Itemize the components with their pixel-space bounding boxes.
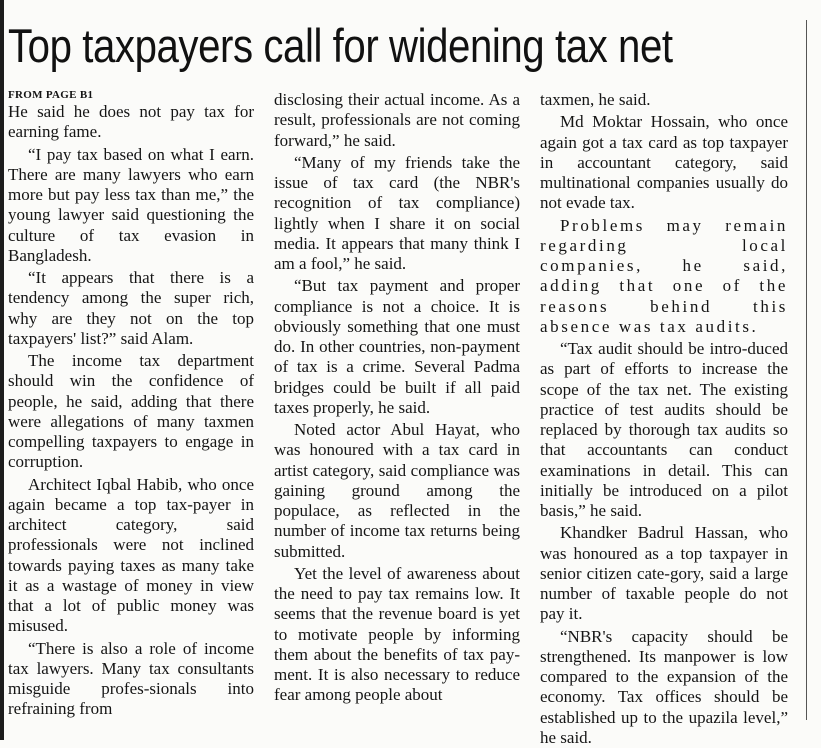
paragraph: Yet the level of awareness about the need to pay tax remains low. It seems that the revenue board is yet to motivate people by informing them about the benefits of tax pay-ment. It is also necessary to reduce fear among people about — [274, 564, 520, 706]
paragraph: The income tax department should win the confidence of people, he said, adding that there were allegations of many taxmen compelling taxpayers to engage in corruption. — [8, 351, 254, 473]
paragraph: Noted actor Abul Hayat, who was honoured with a tax card in artist category, said compliance was gaining ground among the populace, as reflected in the number of income tax returns being submitted. — [274, 420, 520, 562]
paragraph: He said he does not pay tax for earning fame. — [8, 102, 254, 143]
article-column-3 — [540, 90, 788, 748]
paragraph: disclosing their actual income. As a result, professionals are not coming forward,” he said. — [274, 90, 520, 151]
paragraph: Architect Iqbal Habib, who once again became a top tax-payer in architect category, said professionals were not inclined towards paying taxes as many take it as a wastage of money in view that a lot of public money was misused. — [8, 475, 254, 637]
article-column-2 — [274, 90, 520, 706]
paragraph: “There is also a role of income tax lawyers. Many tax consultants misguide profes-sionals into refraining from — [8, 639, 254, 720]
paragraph: “It appears that there is a tendency among the super rich, why are they not on the top taxpayers' list?” said Alam. — [8, 268, 254, 349]
article-column-1 — [8, 102, 254, 720]
paragraph: “Many of my friends take the issue of tax card (the NBR's recognition of tax compliance) lightly when I share it on social media. It appears that many think I am a fool,” he said. — [274, 153, 520, 275]
paragraph: Md Moktar Hossain, who once again got a tax card as top taxpayer in accountant category, said multinational companies usually do not evade tax. — [540, 112, 788, 213]
paragraph: Problems may remain regarding local companies, he said, adding that one of the reasons behind this absence was tax audits. — [540, 216, 788, 338]
dateline: FROM PAGE B1 — [8, 88, 93, 102]
paragraph: “NBR's capacity should be strengthened. Its manpower is low compared to the expansion of the economy. Tax offices should be established up to the upazila level,” he said. — [540, 627, 788, 748]
left-border-rule — [0, 0, 4, 740]
headline: Top taxpayers call for widening tax net — [8, 18, 673, 74]
paragraph: “Tax audit should be intro-duced as part of efforts to increase the scope of the tax net. The existing practice of test audits should be replaced by thorough tax audits so that accountants can conduct examinations in detail. This can initially be introduced on a pilot basis,” he said. — [540, 339, 788, 521]
paragraph: “But tax payment and proper compliance is not a choice. It is obviously something that one must do. In other countries, non-payment of tax is a crime. Several Padma bridges could be built if all paid taxes properly, he said. — [274, 276, 520, 418]
paragraph: Khandker Badrul Hassan, who was honoured as a top taxpayer in senior citizen cate-gory, said a large number of taxable people do not pay it. — [540, 523, 788, 624]
paragraph: taxmen, he said. — [540, 90, 788, 110]
paragraph: “I pay tax based on what I earn. There are many lawyers who earn more but pay less tax than me,” the young lawyer said questioning the culture of tax evasion in Bangladesh. — [8, 145, 254, 267]
column-divider-rule — [806, 20, 807, 720]
